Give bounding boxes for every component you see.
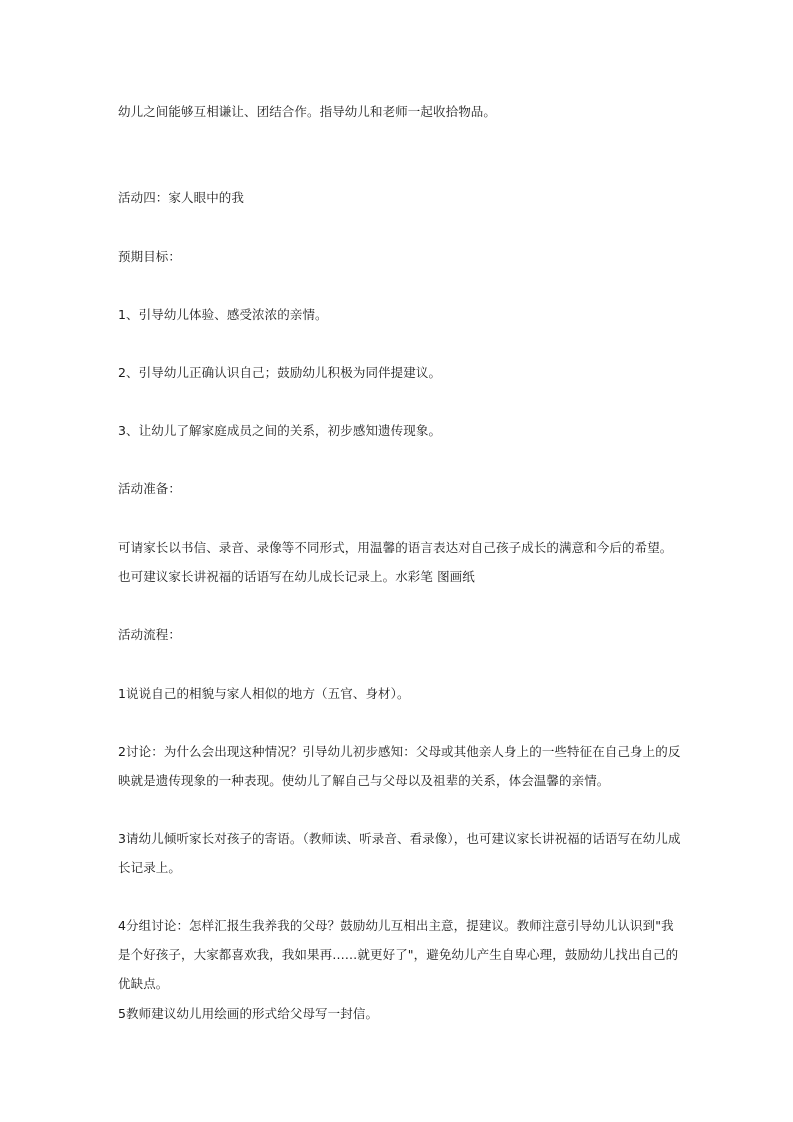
goal-item-2: 2、引导幼儿正确认识自己；鼓励幼儿积极为同伴提建议。 (118, 365, 442, 380)
process-step-1: 1说说自己的相貌与家人相似的地方（五官、身材）。 (118, 686, 410, 701)
preparation-heading: 活动准备： (118, 481, 182, 496)
process-heading: 活动流程： (118, 627, 182, 642)
process-step-2: 2讨论：为什么会出现这种情况？引导幼儿初步感知：父母或其他亲人身上的一些特征在自己身上的反映就是遗传现象的一种表现。使幼儿了解自己与父母以及祖辈的关系，体会温馨的亲情。 (118, 744, 681, 788)
process-step-4: 4分组讨论：怎样汇报生我养我的父母？鼓励幼儿互相出主意，提建议。教师注意引导幼儿认识到"我是个好孩子，大家都喜欢我，我如果再……就更好了"，避免幼儿产生自卑心理，鼓励幼儿找出自己的优缺点。 (118, 918, 679, 991)
preparation-text: 可请家长以书信、录音、录像等不同形式，用温馨的语言表达对自己孩子成长的满意和今后的希望。也可建议家长讲祝福的话语写在幼儿成长记录上。水彩笔 图画纸 (118, 540, 673, 584)
process-step-3: 3请幼儿倾听家长对孩子的寄语。（教师读、听录音、看录像），也可建议家长讲祝福的话语写在幼儿成长记录上。 (118, 831, 681, 875)
process-step-5: 5教师建议幼儿用绘画的形式给父母写一封信。 (118, 1006, 379, 1021)
activity-title: 活动四：家人眼中的我 (118, 190, 245, 205)
paragraph-cooperation: 幼儿之间能够互相谦让、团结合作。指导幼儿和老师一起收拾物品。 (118, 104, 497, 119)
goal-item-3: 3、让幼儿了解家庭成员之间的关系，初步感知遗传现象。 (118, 423, 442, 438)
goal-item-1: 1、引导幼儿体验、感受浓浓的亲情。 (118, 307, 328, 322)
goals-heading: 预期目标： (118, 249, 182, 264)
